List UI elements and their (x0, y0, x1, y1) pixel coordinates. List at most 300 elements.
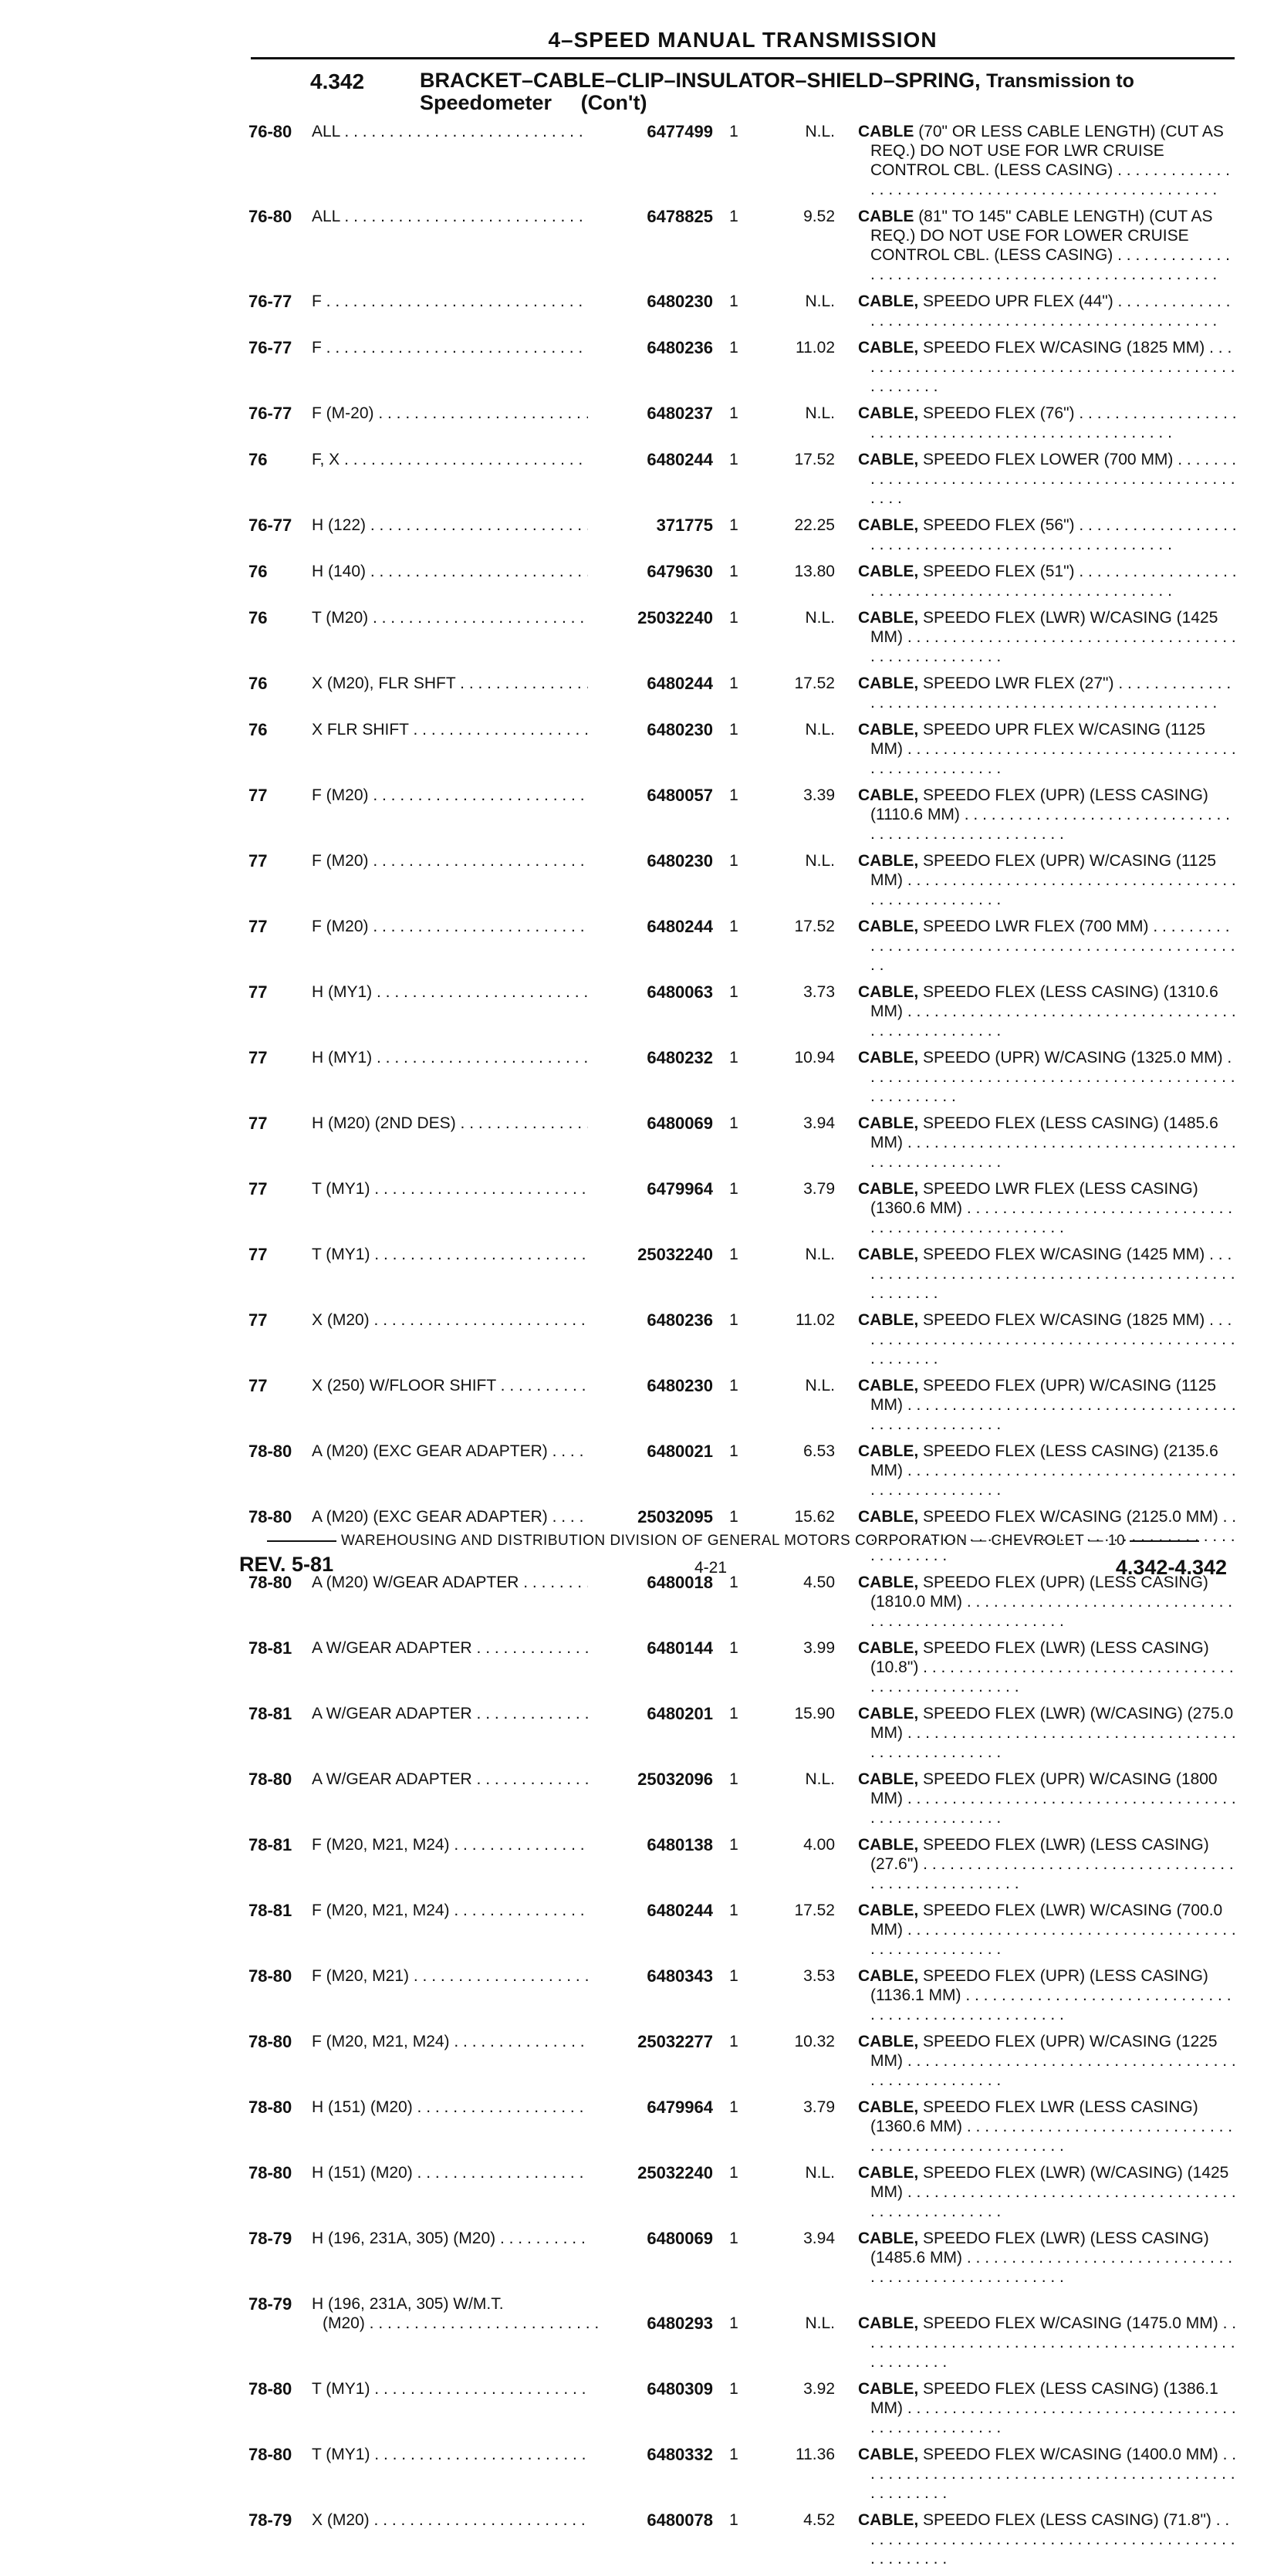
parts-row (248, 1835, 1236, 1893)
page-title: 4–SPEED MANUAL TRANSMISSION (251, 28, 1235, 59)
part-name: CABLE (858, 208, 914, 225)
page-number: 4-21 (694, 1559, 728, 1577)
quantity: 1 (729, 404, 738, 422)
part-name: CABLE, (858, 2098, 919, 2116)
description (858, 1310, 1237, 1368)
parts-row (248, 982, 1236, 1040)
part-number: 25032240 (637, 1245, 713, 1264)
part-description: SPEEDO UPR FLEX W/CASING (1125 MM) (870, 721, 1206, 758)
parts-row (248, 1442, 1236, 1499)
description (858, 2163, 1237, 2221)
part-description: SPEEDO FLEX (LWR) (W/CASING) (275.0 MM) (870, 1705, 1234, 1742)
part-description: SPEEDO FLEX LWR (LESS CASING) (1360.6 MM) (870, 2098, 1198, 2135)
description (858, 1835, 1237, 1893)
part-name: CABLE, (858, 451, 919, 468)
application: T (MY1) . . . (312, 1245, 588, 1264)
parts-list (248, 122, 1236, 2576)
application: F (M20) . . . (312, 786, 588, 805)
part-number: 6480332 (647, 2445, 713, 2464)
model-year: 78-79 (248, 2510, 292, 2530)
price: 3.79 (803, 2098, 835, 2116)
model-year: 78-80 (248, 1507, 292, 1526)
quantity: 1 (729, 516, 738, 534)
application: H (140) . . . (312, 562, 588, 581)
quantity: 1 (729, 123, 738, 140)
part-name: CABLE, (858, 1442, 919, 1460)
part-name: CABLE, (858, 404, 919, 422)
part-description: SPEEDO FLEX (UPR) W/CASING (1800 MM) (870, 1770, 1218, 1807)
part-number: 25032096 (637, 1770, 713, 1789)
quantity: 1 (729, 2164, 738, 2182)
description (858, 2379, 1237, 2437)
part-name: CABLE, (858, 2446, 919, 2463)
footer-line (239, 1533, 1227, 1550)
part-name: CABLE, (858, 674, 919, 692)
application: F . . . (312, 292, 588, 311)
description (858, 1376, 1237, 1434)
part-number: 6480230 (647, 1376, 713, 1395)
part-description: SPEEDO FLEX (UPR) (LESS CASING) (1136.1 MM) (870, 1967, 1208, 2004)
model-year: 76 (248, 450, 268, 469)
description (858, 1638, 1237, 1696)
application: ALL . . . (312, 207, 588, 226)
price: 17.52 (794, 451, 835, 468)
part-description: SPEEDO FLEX W/CASING (1425 MM) (923, 1246, 1205, 1263)
parts-row (248, 562, 1236, 600)
application: H (151) (M20) . . . (312, 2163, 588, 2182)
model-year: 78-80 (248, 1966, 292, 1986)
price: 22.25 (794, 516, 835, 534)
model-year: 77 (248, 786, 268, 805)
part-name: CABLE (858, 123, 914, 140)
model-year: 77 (248, 917, 268, 936)
description (858, 608, 1237, 666)
price: 17.52 (794, 918, 835, 935)
description (858, 338, 1237, 396)
description (858, 2510, 1237, 2568)
application: H (122) . . . (312, 516, 588, 535)
part-number: 6477499 (647, 122, 713, 141)
application: X FLR SHIFT . . . (312, 720, 588, 739)
description (858, 1901, 1237, 1959)
price: 3.39 (803, 786, 835, 804)
part-name: CABLE, (858, 1377, 919, 1394)
description (858, 2294, 1237, 2371)
part-number: 25032095 (637, 1507, 713, 1526)
parts-row (248, 404, 1236, 442)
section-cont: (Con't) (580, 91, 647, 114)
part-number: 6480018 (647, 1573, 713, 1592)
part-name: CABLE, (858, 1508, 919, 1526)
description (858, 516, 1237, 554)
model-year: 78-81 (248, 1835, 292, 1854)
quantity: 1 (729, 1639, 738, 1657)
application: T (MY1) . . . (312, 2379, 588, 2399)
part-number: 6480021 (647, 1442, 713, 1461)
part-name: CABLE, (858, 1967, 919, 1985)
parts-row (248, 338, 1236, 396)
parts-row (248, 2510, 1236, 2568)
part-description: SPEEDO FLEX (LWR) (LESS CASING) (27.6") (870, 1836, 1209, 1873)
parts-row (248, 2229, 1236, 2287)
quantity: 1 (729, 292, 738, 310)
description (858, 1770, 1237, 1827)
part-description: SPEEDO FLEX W/CASING (1825 MM) (923, 339, 1205, 357)
application: H (M20) (2ND DES) . . . (312, 1114, 588, 1133)
model-year: 77 (248, 1310, 268, 1330)
part-description: (70" OR LESS CABLE LENGTH) (CUT AS REQ.) DO NOT USE FOR LWR CRUISE CONTROL CBL. (LESS CASING) (870, 123, 1224, 179)
part-description: SPEEDO LWR FLEX (LESS CASING) (1360.6 MM) (870, 1180, 1198, 1217)
price: 11.02 (796, 339, 835, 357)
part-number: 6480232 (647, 1048, 713, 1067)
description (858, 786, 1237, 843)
quantity: 1 (729, 609, 738, 627)
parts-row (248, 1376, 1236, 1434)
price: 13.80 (794, 563, 835, 580)
part-name: CABLE, (858, 1902, 919, 1919)
model-year: 77 (248, 1245, 268, 1264)
quantity: 1 (729, 918, 738, 935)
part-number: 6480309 (647, 2379, 713, 2399)
quantity: 1 (729, 1180, 738, 1198)
price: N.L. (805, 852, 835, 870)
parts-row (248, 2163, 1236, 2221)
application: H (MY1) . . . (312, 1048, 588, 1067)
parts-row (248, 1310, 1236, 1368)
price: 9.52 (803, 208, 835, 225)
footer-rule-left (267, 1540, 336, 1542)
parts-row (248, 2379, 1236, 2437)
application: A (M20) (EXC GEAR ADAPTER) . . . (312, 1507, 588, 1526)
part-number: 6480244 (647, 450, 713, 469)
quantity: 1 (729, 1114, 738, 1132)
description (858, 851, 1237, 909)
part-name: CABLE, (858, 2033, 919, 2050)
part-name: CABLE, (858, 1311, 919, 1329)
application: A (M20) (EXC GEAR ADAPTER) . . . (312, 1442, 588, 1461)
price: 17.52 (794, 1902, 835, 1919)
part-description: SPEEDO FLEX (UPR) (LESS CASING) (1110.6 MM) (870, 786, 1208, 823)
parts-row (248, 1179, 1236, 1237)
model-year: 78-80 (248, 1442, 292, 1461)
parts-row (248, 1114, 1236, 1171)
part-description: SPEEDO FLEX W/CASING (1400.0 MM) (923, 2446, 1218, 2463)
footer-text: WAREHOUSING AND DISTRIBUTION DIVISION OF GENERAL MOTORS CORPORATION — CHEVROLET — 10 (340, 1533, 1126, 1549)
model-year: 78-80 (248, 2445, 292, 2464)
part-number: 6480069 (647, 2229, 713, 2248)
part-number: 6478825 (647, 207, 713, 226)
section-number: 4.342 (310, 69, 365, 93)
price: N.L. (805, 2164, 835, 2182)
part-number: 25032240 (637, 2163, 713, 2182)
model-year: 76-77 (248, 338, 292, 357)
application: H (196, 231A, 305) (M20) . . . (312, 2229, 588, 2248)
part-number: 6480201 (647, 1704, 713, 1723)
parts-row (248, 1638, 1236, 1696)
price: 10.32 (794, 2033, 835, 2050)
model-year: 76-80 (248, 122, 292, 141)
quantity: 1 (729, 983, 738, 1001)
part-name: CABLE, (858, 2380, 919, 2398)
description (858, 1114, 1237, 1171)
quantity: 1 (729, 1705, 738, 1722)
part-number: 6480244 (647, 1901, 713, 1920)
application: X (M20), FLR SHFT . . . (312, 674, 588, 693)
part-description: SPEEDO FLEX (LESS CASING) (2135.6 MM) (870, 1442, 1218, 1479)
quantity: 1 (729, 208, 738, 225)
price: N.L. (805, 2314, 835, 2332)
application: F (M20, M21) . . . (312, 1966, 588, 1986)
model-year: 78-80 (248, 2098, 292, 2117)
description (858, 1048, 1237, 1106)
part-name: CABLE, (858, 983, 919, 1001)
description (858, 2229, 1237, 2287)
part-description: SPEEDO FLEX (76") (923, 404, 1075, 422)
part-description: SPEEDO FLEX (LESS CASING) (71.8") (923, 2511, 1211, 2529)
price: 17.52 (794, 674, 835, 692)
price: 11.02 (796, 1311, 835, 1329)
quantity: 1 (729, 2229, 738, 2247)
parts-row (248, 917, 1236, 975)
part-description: SPEEDO FLEX (LESS CASING) (1386.1 MM) (870, 2380, 1218, 2417)
model-year: 77 (248, 1179, 268, 1198)
parts-row (248, 122, 1236, 199)
price: 3.79 (803, 1180, 835, 1198)
model-year: 77 (248, 851, 268, 870)
part-name: CABLE, (858, 516, 919, 534)
application: ALL . . . (312, 122, 588, 141)
part-number: 6480244 (647, 674, 713, 693)
part-number: 6480236 (647, 1310, 713, 1330)
application: F (M20) . . . (312, 917, 588, 936)
price: 15.62 (794, 1508, 835, 1526)
description (858, 674, 1237, 712)
description (858, 2445, 1237, 2503)
part-name: CABLE, (858, 2229, 919, 2247)
part-number: 6480230 (647, 292, 713, 311)
model-year: 78-80 (248, 1770, 292, 1789)
description (858, 1573, 1237, 1631)
description (858, 720, 1237, 778)
description (858, 1442, 1237, 1499)
part-name: CABLE, (858, 1836, 919, 1854)
part-description: SPEEDO FLEX (51") (923, 563, 1075, 580)
quantity: 1 (729, 2511, 738, 2529)
revision-label: REV. 5-81 (239, 1553, 334, 1576)
part-name: CABLE, (858, 1114, 919, 1132)
parts-row (248, 1245, 1236, 1303)
price: 10.94 (794, 1049, 835, 1067)
quantity: 1 (729, 786, 738, 804)
description (858, 562, 1237, 600)
parts-row (248, 2294, 1236, 2371)
quantity: 1 (729, 2098, 738, 2116)
price: 11.36 (796, 2446, 835, 2463)
section-title-main: BRACKET–CABLE–CLIP–INSULATOR–SHIELD–SPRING, (420, 69, 981, 92)
part-description: SPEEDO FLEX (LWR) (LESS CASING) (1485.6 MM) (870, 2229, 1209, 2267)
application: X (M20) . . . (312, 2510, 588, 2530)
application: X (250) W/FLOOR SHIFT . . . (312, 1376, 588, 1395)
model-year: 76 (248, 720, 268, 739)
price: N.L. (805, 1246, 835, 1263)
description (858, 1245, 1237, 1303)
model-year: 78-81 (248, 1901, 292, 1920)
part-name: CABLE, (858, 2314, 919, 2332)
part-name: CABLE, (858, 852, 919, 870)
description (858, 122, 1237, 199)
price: 15.90 (794, 1705, 835, 1722)
price: 3.94 (803, 1114, 835, 1132)
part-number: 6479964 (647, 2098, 713, 2117)
price: N.L. (805, 721, 835, 739)
part-description: SPEEDO FLEX W/CASING (1475.0 MM) (923, 2314, 1218, 2332)
part-name: CABLE, (858, 339, 919, 357)
model-year: 76-77 (248, 292, 292, 311)
parts-row (248, 608, 1236, 666)
application: T (MY1) . . . (312, 1179, 588, 1198)
part-description: SPEEDO FLEX (LWR) (W/CASING) (1425 MM) (870, 2164, 1229, 2201)
application: F (M20) . . . (312, 851, 588, 870)
parts-row (248, 2098, 1236, 2155)
quantity: 1 (729, 2033, 738, 2050)
price: N.L. (805, 404, 835, 422)
part-number: 6480237 (647, 404, 713, 423)
model-year: 77 (248, 1376, 268, 1395)
quantity: 1 (729, 1246, 738, 1263)
part-name: CABLE, (858, 786, 919, 804)
quantity: 1 (729, 451, 738, 468)
model-year: 78-81 (248, 1638, 292, 1658)
part-description: SPEEDO FLEX (LESS CASING) (1485.6 MM) (870, 1114, 1218, 1151)
description (858, 1966, 1237, 2024)
part-description: SPEEDO FLEX W/CASING (1825 MM) (923, 1311, 1205, 1329)
part-description: SPEEDO FLEX (LWR) (LESS CASING) (10.8") (870, 1639, 1209, 1676)
quantity: 1 (729, 563, 738, 580)
application: F (M20, M21, M24) . . . (312, 1901, 588, 1920)
price: 4.50 (803, 1574, 835, 1591)
quantity: 1 (729, 1902, 738, 1919)
price: 3.92 (803, 2380, 835, 2398)
application: A (M20) W/GEAR ADAPTER . . . (312, 1573, 588, 1592)
description (858, 1704, 1237, 1762)
description (858, 1179, 1237, 1237)
part-number: 6480230 (647, 720, 713, 739)
part-description: (81" TO 145" CABLE LENGTH) (CUT AS REQ.) DO NOT USE FOR LOWER CRUISE CONTROL CBL. (LESS CASING) (870, 208, 1213, 264)
description (858, 917, 1237, 975)
model-year: 76-80 (248, 207, 292, 226)
part-number: 6480244 (647, 917, 713, 936)
price: 4.52 (803, 2511, 835, 2529)
part-name: CABLE, (858, 918, 919, 935)
description (858, 982, 1237, 1040)
application: F (M-20) . . . (312, 404, 588, 423)
model-year: 78-80 (248, 2163, 292, 2182)
part-description: SPEEDO FLEX (LWR) W/CASING (700.0 MM) (870, 1902, 1223, 1939)
part-description: SPEEDO LWR FLEX (700 MM) (923, 918, 1149, 935)
parts-row (248, 292, 1236, 330)
part-description: SPEEDO FLEX W/CASING (2125.0 MM) (923, 1508, 1218, 1526)
part-name: CABLE, (858, 563, 919, 580)
quantity: 1 (729, 1770, 738, 1788)
quantity: 1 (729, 721, 738, 739)
part-name: CABLE, (858, 1705, 919, 1722)
part-name: CABLE, (858, 2164, 919, 2182)
model-year: 77 (248, 1114, 268, 1133)
description (858, 2098, 1237, 2155)
price: N.L. (805, 609, 835, 627)
part-name: CABLE, (858, 1770, 919, 1788)
description (858, 2032, 1237, 2090)
part-number: 6480063 (647, 982, 713, 1002)
part-description: SPEEDO FLEX (UPR) W/CASING (1125 MM) (870, 1377, 1217, 1414)
part-number: 6479964 (647, 1179, 713, 1198)
part-description: SPEEDO LWR FLEX (27") (923, 674, 1114, 692)
part-name: CABLE, (858, 609, 919, 627)
part-number: 6480343 (647, 1966, 713, 1986)
price: 4.00 (803, 1836, 835, 1854)
application: A W/GEAR ADAPTER . . . (312, 1704, 588, 1723)
part-number: 6480057 (647, 786, 713, 805)
description (858, 207, 1237, 284)
model-year: 78-80 (248, 2379, 292, 2399)
part-description: SPEEDO FLEX (UPR) W/CASING (1125 MM) (870, 852, 1217, 889)
parts-row (248, 207, 1236, 284)
parts-row (248, 1048, 1236, 1106)
application: H (196, 231A, 305) W/M.T. (312, 2295, 504, 2313)
parts-row (248, 1704, 1236, 1762)
part-description: SPEEDO FLEX (LWR) W/CASING (1425 MM) (870, 609, 1218, 646)
part-name: CABLE, (858, 721, 919, 739)
part-description: SPEEDO UPR FLEX (44") (923, 292, 1113, 310)
model-year: 77 (248, 1048, 268, 1067)
price: 3.53 (803, 1967, 835, 1985)
price: N.L. (805, 123, 835, 140)
part-description: SPEEDO FLEX LOWER (700 MM) (923, 451, 1174, 468)
model-year: 76-77 (248, 404, 292, 423)
part-name: CABLE, (858, 292, 919, 310)
quantity: 1 (729, 1836, 738, 1854)
part-number: 25032240 (637, 608, 713, 627)
price: N.L. (805, 292, 835, 310)
price: 3.99 (803, 1639, 835, 1657)
parts-row (248, 720, 1236, 778)
model-year: 78-79 (248, 2294, 292, 2314)
application: H (MY1) . . . (312, 982, 588, 1002)
parts-row (248, 1573, 1236, 1631)
quantity: 1 (729, 339, 738, 357)
part-name: CABLE, (858, 1049, 919, 1067)
part-number: 6480144 (647, 1638, 713, 1658)
quantity: 1 (729, 674, 738, 692)
application: F (M20, M21, M24) . . . (312, 1835, 588, 1854)
part-number: 6480293 (647, 2314, 713, 2333)
part-description: SPEEDO (UPR) W/CASING (1325.0 MM) (923, 1049, 1223, 1067)
model-year: 76-77 (248, 516, 292, 535)
quantity: 1 (729, 1574, 738, 1591)
price: 6.53 (803, 1442, 835, 1460)
description (858, 404, 1237, 442)
model-year: 78-81 (248, 1704, 292, 1723)
application: F, X . . . (312, 450, 588, 469)
footer-rule-right (1130, 1540, 1199, 1542)
quantity: 1 (729, 2380, 738, 2398)
section-title-suffix: Transmission to (986, 70, 1134, 92)
quantity: 1 (729, 1967, 738, 1985)
part-number: 6480230 (647, 851, 713, 870)
parts-row (248, 674, 1236, 712)
application: T (MY1) . . . (312, 2445, 588, 2464)
application: T (M20) . . . (312, 608, 588, 627)
